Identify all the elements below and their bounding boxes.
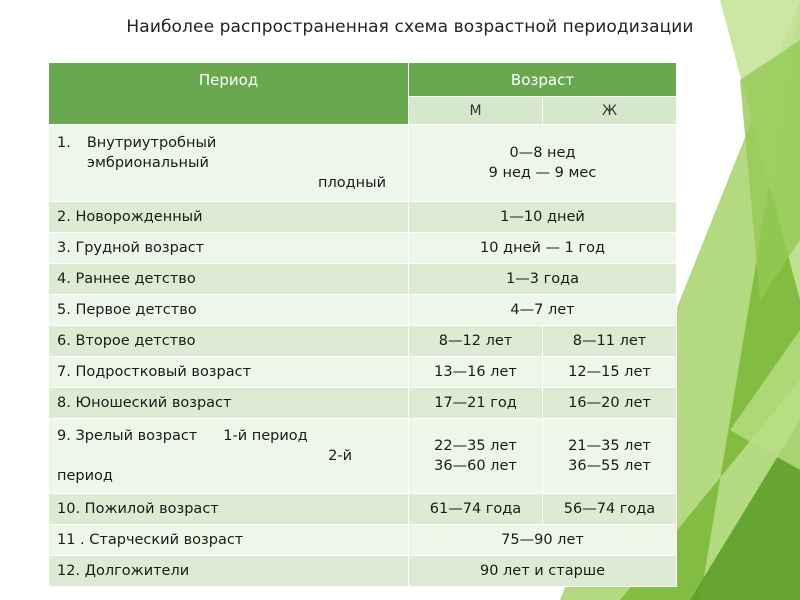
table-row xyxy=(49,388,677,419)
period-cell: 11 . Старческий возраст xyxy=(49,525,409,556)
header-age: Возраст xyxy=(409,63,677,97)
period-embryonic: эмбриональный xyxy=(87,155,209,171)
age-male-cell: 8—12 лет xyxy=(409,326,543,357)
slide-title: Наиболее распространенная схема возрастной периодизации xyxy=(126,17,694,37)
table-row xyxy=(49,202,677,233)
age-male-first: 22—35 лет xyxy=(434,438,517,454)
period-cell: 6. Второе детство xyxy=(49,326,409,357)
table-row xyxy=(49,233,677,264)
table-row xyxy=(49,357,677,388)
age-male-cell: 17—21 год xyxy=(409,388,543,419)
table-row xyxy=(49,326,677,357)
age-cell: 4—7 лет xyxy=(409,295,677,326)
period-second: 2-й xyxy=(328,448,352,464)
period-line xyxy=(57,426,400,446)
table-row xyxy=(49,556,677,587)
period-mature: 9. Зрелый возраст xyxy=(57,428,198,444)
header-female: Ж xyxy=(543,97,677,125)
age-female-cell: 16—20 лет xyxy=(543,388,677,419)
list-number: 1. xyxy=(57,135,71,151)
period-line xyxy=(57,133,400,153)
age-male-cell: 13—16 лет xyxy=(409,357,543,388)
age-cell: 75—90 лет xyxy=(409,525,677,556)
age-cell xyxy=(409,125,677,202)
period-cell: 8. Юношеский возраст xyxy=(49,388,409,419)
age-female-cell xyxy=(543,419,677,494)
table-row xyxy=(49,264,677,295)
period-cell xyxy=(49,125,409,202)
age-female-cell: 12—15 лет xyxy=(543,357,677,388)
period-cell: 2. Новорожденный xyxy=(49,202,409,233)
header-period: Период xyxy=(49,63,409,125)
age-periodization-table xyxy=(48,62,677,587)
age-female-second: 36—55 лет xyxy=(568,458,651,474)
table-row xyxy=(49,494,677,525)
period-second-word: период xyxy=(57,468,113,484)
table-row xyxy=(49,125,677,202)
period-cell: 10. Пожилой возраст xyxy=(49,494,409,525)
period-cell: 3. Грудной возраст xyxy=(49,233,409,264)
table-row xyxy=(49,295,677,326)
period-cell: 12. Долгожители xyxy=(49,556,409,587)
period-cell: 4. Раннее детство xyxy=(49,264,409,295)
age-cell: 10 дней — 1 год xyxy=(409,233,677,264)
age-female-cell: 56—74 года xyxy=(543,494,677,525)
age-female-first: 21—35 лет xyxy=(568,438,651,454)
age-embryonic: 0—8 нед xyxy=(509,145,576,161)
period-fetal: плодный xyxy=(318,175,386,191)
age-cell: 1—3 года xyxy=(409,264,677,295)
table-row xyxy=(49,525,677,556)
age-cell: 1—10 дней xyxy=(409,202,677,233)
age-male-cell: 61—74 года xyxy=(409,494,543,525)
period-prenatal: Внутриутробный xyxy=(86,135,217,151)
table-row xyxy=(49,419,677,494)
age-cell: 90 лет и старше xyxy=(409,556,677,587)
header-male: М xyxy=(409,97,543,125)
period-cell: 5. Первое детство xyxy=(49,295,409,326)
period-first: 1-й период xyxy=(223,428,308,444)
period-cell xyxy=(49,419,409,494)
age-male-cell xyxy=(409,419,543,494)
age-fetal: 9 нед — 9 мес xyxy=(488,165,597,181)
age-female-cell: 8—11 лет xyxy=(543,326,677,357)
period-cell: 7. Подростковый возраст xyxy=(49,357,409,388)
age-male-second: 36—60 лет xyxy=(434,458,517,474)
